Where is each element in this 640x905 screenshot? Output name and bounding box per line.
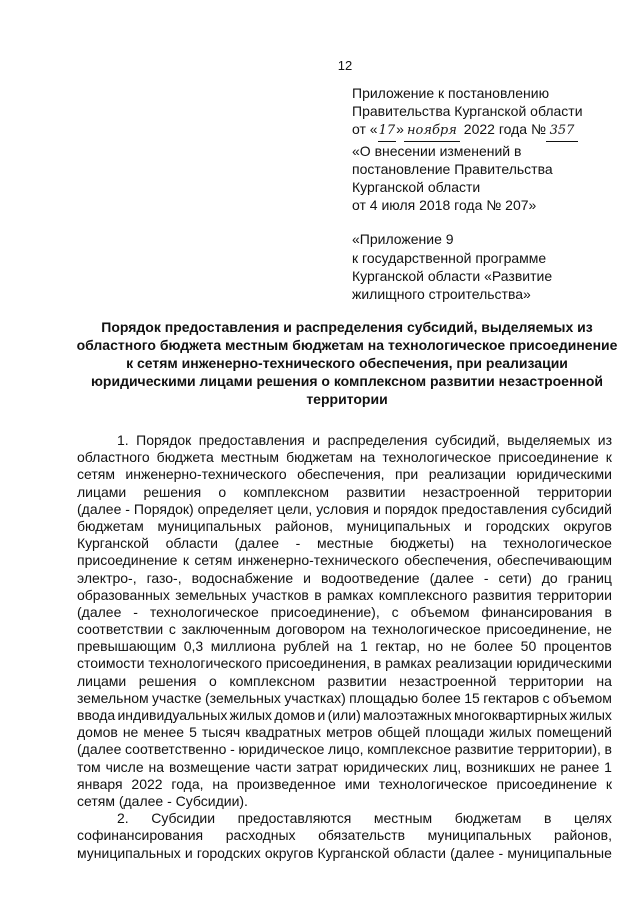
paragraph-word: выделяемых [507, 432, 591, 448]
appendix-line: «О внесении изменений в [352, 142, 522, 159]
paragraph-word: 50 [520, 638, 537, 655]
paragraph-word: территории [537, 586, 612, 603]
paragraph-word: технологическое [382, 449, 492, 466]
paragraph-line [77, 759, 612, 776]
paragraph-line [77, 570, 612, 587]
handwritten-month: ноября [404, 122, 460, 141]
paragraph-line [77, 621, 612, 638]
paragraph-word: незастроенной [422, 483, 520, 500]
paragraph-2 [77, 810, 612, 862]
paragraph-word: возникших [465, 758, 536, 775]
paragraph-word: инженерно-технического [125, 466, 287, 483]
paragraph-word: присоединение [496, 775, 598, 792]
paragraph-word: цели, [277, 500, 313, 517]
paragraph-word: земельном [77, 689, 149, 706]
paragraph-word: года, [171, 775, 204, 792]
paragraph-word: жилых [569, 707, 612, 723]
paragraph-word: местные [316, 535, 374, 552]
paragraph-word: (далее [234, 535, 280, 552]
paragraph-word: том [77, 758, 101, 775]
paragraph-word: к [182, 552, 189, 569]
paragraph-word: домов [274, 707, 316, 723]
paragraph-word: жилых [229, 707, 273, 723]
paragraph-word: с [542, 689, 550, 706]
paragraph-word: муниципальных [346, 517, 451, 534]
paragraph-word: не [539, 758, 556, 775]
paragraph-word: в [604, 741, 612, 758]
paragraph-word: развитие [454, 741, 514, 758]
paragraph-word: о [209, 672, 217, 689]
title-line: Порядок предоставления и распределения субсидий, выделяемых из [101, 319, 593, 335]
paragraph-word: комплексном [229, 672, 315, 689]
paragraph-word: в [314, 586, 322, 603]
paragraph-word: областного [77, 449, 150, 466]
paragraph-line [77, 707, 612, 724]
paragraph-word: участков [251, 586, 309, 603]
paragraph-word: муниципальных [77, 844, 181, 861]
paragraph-line [77, 638, 612, 655]
paragraph-word: на [359, 449, 376, 466]
paragraph-line [77, 518, 612, 535]
paragraph-word: тысяч [201, 724, 241, 741]
paragraph-word: условия [316, 500, 369, 517]
paragraph-word: ввода [77, 707, 116, 723]
paragraph-word: определяет [197, 500, 274, 517]
paragraph-word: числе [105, 758, 144, 775]
appendix-line: Курганской области [352, 179, 481, 196]
paragraph-word: миллиона [210, 638, 276, 655]
paragraph-word: квадратных [245, 724, 322, 741]
paragraph-line [77, 501, 612, 518]
paragraph-word: обеспечивающим [497, 552, 612, 569]
paragraph-line [77, 432, 612, 449]
paragraph-word: 2. [117, 810, 129, 827]
paragraph-word: комплексное [367, 741, 452, 758]
appendix-header [352, 84, 622, 303]
paragraph-word: процентов [543, 638, 612, 655]
paragraph-word: городских [485, 517, 550, 534]
paragraph-word: - [483, 569, 489, 586]
handwritten-number: 357 [546, 122, 578, 141]
paragraph-word: затрат [296, 758, 339, 775]
paragraph-word: (далее [77, 500, 122, 517]
paragraph-word: юридическое [238, 741, 325, 758]
paragraph-word: рамках [327, 586, 374, 603]
paragraph-word: участке [152, 689, 202, 706]
paragraph-word: индивидуальных [117, 707, 228, 723]
paragraph-word: обязательств [318, 827, 406, 844]
paragraph-line [77, 690, 612, 707]
paragraph-word: технологическое [503, 535, 612, 552]
paragraph-word: водоснабжение [191, 569, 294, 586]
paragraph-word: целях [574, 810, 612, 827]
paragraph-word: муниципальных [157, 517, 262, 534]
paragraph-word: присоединение [77, 552, 178, 569]
paragraph-word: области [393, 844, 446, 861]
paragraph-word: ими [344, 775, 370, 792]
paragraph-word: обеспечения, [297, 466, 385, 483]
appendix-line: постановление Правительства [352, 160, 553, 177]
paragraph-word: лицами [77, 672, 127, 689]
paragraph-word: лиц, [433, 758, 462, 775]
paragraph-word: территории), [517, 741, 601, 758]
paragraph-word: с [168, 621, 176, 638]
paragraph-word: присоединение, [486, 621, 591, 638]
paragraph-word: превышающим [77, 638, 177, 655]
paragraph-word: участках) [284, 689, 346, 706]
paragraph-word: на [336, 638, 353, 655]
paragraph-word: порядок [384, 500, 438, 517]
paragraph-word: юридическими [516, 466, 612, 483]
paragraph-word: реализации [435, 655, 513, 672]
paragraph-word: помещений [536, 724, 612, 741]
paragraph-word: водоотведение [320, 569, 420, 586]
paragraph-word: местным [220, 449, 280, 466]
paragraph-word: муниципальные [507, 844, 612, 861]
paragraph-word: рамках [385, 655, 432, 672]
paragraph-word: Порядок) [133, 500, 194, 517]
appendix-line: жилищного строительства» [352, 286, 531, 303]
paragraph-word: земельных [175, 586, 247, 603]
paragraph-word: на [470, 535, 487, 552]
paragraph-word: Субсидии [151, 810, 216, 827]
paragraph-word: Порядок [136, 432, 192, 448]
paragraph-word: решения [143, 483, 202, 500]
paragraph-word: менее [143, 724, 185, 741]
paragraph-word: о [218, 483, 227, 500]
paragraph-word: из [597, 432, 612, 448]
paragraph-word: расходных [225, 827, 296, 844]
paragraph-word: муниципальных [427, 827, 532, 844]
paragraph-word: объемом [410, 603, 470, 620]
paragraph-word: (далее [77, 741, 122, 758]
paragraph-word: границ [567, 569, 612, 586]
paragraph-word: объемом [552, 689, 612, 706]
paragraph-word: договором [276, 621, 346, 638]
paragraph-word: к [605, 775, 612, 792]
paragraph-word: 15 [464, 689, 480, 706]
paragraph-word: субсидий, [435, 432, 500, 448]
appendix-line: Курганской области «Развитие [352, 267, 553, 284]
paragraph-word: рублей [283, 638, 330, 655]
paragraph-line [77, 827, 612, 844]
paragraph-word: сетям [77, 466, 115, 483]
paragraph-word: в [544, 810, 552, 827]
paragraph-word: до [541, 569, 558, 586]
paragraph-word: бюджетам [286, 449, 353, 466]
paragraph-word: заключенным [181, 621, 271, 638]
paragraph-word: стоимости [77, 655, 145, 672]
paragraph-word: софинансирования [77, 827, 204, 844]
paragraph-word: 5 [189, 724, 197, 741]
paragraph-word: лицами [77, 483, 127, 500]
paragraph-word: развитии [327, 672, 387, 689]
paragraph-word: лицо, [328, 741, 364, 758]
paragraph-word: гектар, [375, 638, 420, 655]
document-title [70, 318, 624, 408]
paragraph-word: (далее [77, 603, 122, 620]
title-line: юридическими лицами решения о комплексном развитии незастроенной [90, 373, 604, 389]
paragraph-word: присоединение [498, 449, 599, 466]
title-line: территории [306, 391, 388, 407]
paragraph-word: субсидий [551, 500, 612, 517]
paragraph-word: - [230, 741, 235, 758]
paragraph-word: юридическими [516, 655, 612, 672]
paragraph-word: произведенное [236, 775, 336, 792]
paragraph-word: не [596, 621, 612, 638]
paragraph-word: гектаров [483, 689, 540, 706]
paragraph-line [77, 587, 612, 604]
paragraph-word: - [498, 844, 504, 861]
appendix-line: Приложение к постановлению [352, 85, 550, 101]
paragraph-word: финансирования [481, 603, 593, 620]
paragraph-line [77, 741, 612, 758]
appendix-line: Правительства Курганской области [352, 103, 583, 120]
paragraph-word: бюджетам [454, 810, 522, 827]
paragraph-word: на [148, 758, 165, 775]
paragraph-word: в [604, 603, 612, 620]
paragraph-word: инженерно-технического [237, 552, 399, 569]
paragraph-word: общей [377, 724, 421, 741]
paragraph-line [77, 776, 612, 793]
paragraph-word: более [473, 638, 514, 655]
paragraph-word: - [133, 603, 138, 620]
paragraph-line [77, 724, 612, 741]
paragraph-line [77, 484, 612, 501]
paragraph-word: (далее [429, 569, 474, 586]
paragraph-word: января [77, 775, 123, 792]
paragraph-word: площадью [349, 689, 419, 706]
date-prefix: от « [352, 121, 378, 138]
paragraph-word: и [303, 569, 311, 586]
paragraph-word: с [391, 603, 399, 620]
paragraph-word: сетям [194, 552, 233, 569]
paragraph-word: бюджеты) [390, 535, 455, 552]
paragraph-word: и [372, 500, 381, 517]
paragraph-word: присоединение), [270, 603, 380, 620]
paragraph-line [77, 535, 612, 552]
paragraph-word: технологическое [149, 603, 259, 620]
paragraph-word: решения [138, 672, 197, 689]
paragraph-word: Курганской [317, 844, 390, 861]
appendix-line: к государственной программе [352, 249, 547, 266]
paragraph-word: многоквартирных [453, 707, 568, 723]
paragraph-word: образованных [77, 586, 170, 603]
paragraph-word: - [125, 500, 130, 517]
paragraph-word: предоставляются [237, 810, 352, 827]
paragraph-word: 2022 [131, 775, 163, 792]
appendix-date-line [352, 120, 622, 141]
paragraph-word: не [450, 638, 467, 655]
paragraph-word: ранее [560, 758, 600, 775]
paragraph-word: предоставления [198, 432, 305, 448]
paragraph-word: технологического [148, 655, 263, 672]
paragraph-word: 1 [604, 758, 612, 775]
paragraph-word: и [464, 517, 472, 534]
paragraph-line [77, 604, 612, 621]
paragraph-word: территории [508, 672, 584, 689]
paragraph-word: и [184, 844, 193, 861]
paragraph-word: обеспечения, [404, 552, 492, 569]
paragraph-word: комплексного [378, 586, 468, 603]
paragraph-word: на [350, 621, 367, 638]
paragraph-word: на [596, 672, 612, 689]
paragraph-word: городских [196, 844, 261, 861]
paragraph-word: местным [373, 810, 433, 827]
paragraph-word: (или) [327, 707, 361, 723]
paragraph-word: соответствии [77, 621, 164, 638]
paragraph-line [77, 655, 612, 672]
paragraph-line [77, 673, 612, 690]
paragraph-line [77, 810, 612, 827]
paragraph-line [77, 845, 612, 862]
appendix-line: «Приложение 9 [352, 231, 454, 248]
paragraph-word: к [605, 449, 612, 466]
paragraph-word: округов [563, 517, 612, 534]
paragraph-word: (земельных [205, 689, 281, 706]
paragraph-word: - [295, 535, 301, 552]
page-number: 12 [337, 58, 353, 73]
paragraph-word: метров [326, 724, 373, 741]
paragraph-word: присоединения, [265, 655, 371, 672]
paragraph-word: бюджетам [77, 517, 144, 534]
paragraph-word: (далее [450, 844, 495, 861]
paragraph-word: и [312, 432, 321, 448]
title-line: областного бюджета местным бюджетам на технологическое присоединение [76, 337, 618, 353]
paragraph-word: технологическое [378, 775, 488, 792]
paragraph-line [77, 466, 612, 483]
body-text [77, 432, 612, 862]
title-line: к сетям инженерно-технического обеспечения, при реализации [126, 355, 568, 371]
paragraph-word: области [165, 535, 219, 552]
paragraph-word: газо-, [146, 569, 182, 586]
paragraph-word: сетям (далее - Субсидии). [77, 792, 248, 809]
paragraph-word: домов [77, 724, 118, 741]
paragraph-word: площади [425, 724, 485, 741]
paragraph-word: 1 [359, 638, 368, 655]
paragraph-word: территории [537, 483, 612, 500]
date-mid: » [396, 121, 404, 138]
paragraph-word: районов, [553, 827, 612, 844]
paragraph-word: развитии [346, 483, 406, 500]
paragraph-word: незастроенной [399, 672, 497, 689]
paragraph-word: в [373, 655, 382, 672]
paragraph-word: 0,3 [183, 638, 204, 655]
paragraph-word: части [255, 758, 292, 775]
paragraph-word: технологическое [371, 621, 481, 638]
paragraph-word: комплексном [243, 483, 330, 500]
paragraph-word: возмещение [168, 758, 251, 775]
paragraph-word: при [395, 466, 419, 483]
paragraph-line [77, 793, 612, 810]
paragraph-line [77, 552, 612, 569]
date-year: 2022 года № [459, 121, 546, 138]
paragraph-word: округов [264, 844, 314, 861]
paragraph-word: малоэтажных [363, 707, 452, 723]
paragraph-word: и [317, 707, 326, 723]
paragraph-word: распределения [327, 432, 428, 448]
paragraph-word: соответственно [125, 741, 227, 758]
paragraph-word: сети) [498, 569, 532, 586]
paragraph-word: Курганской [77, 535, 149, 552]
appendix-line: от 4 июля 2018 года № 207» [352, 197, 537, 214]
paragraph-1 [77, 432, 612, 810]
handwritten-day: 17 [378, 122, 397, 141]
paragraph-word: на [212, 775, 228, 792]
paragraph-word: юридических [343, 758, 429, 775]
paragraph-word: жилых [489, 724, 532, 741]
paragraph-word: более [421, 689, 461, 706]
paragraph-word: реализации [428, 466, 506, 483]
paragraph-word: электро-, [77, 569, 137, 586]
paragraph-word: развития [472, 586, 532, 603]
paragraph-word: бюджета [156, 449, 214, 466]
paragraph-word: но [427, 638, 444, 655]
paragraph-word: предоставления [441, 500, 548, 517]
paragraph-word: не [122, 724, 139, 741]
paragraph-word: районов, [274, 517, 333, 534]
paragraph-word: 1. [117, 432, 129, 448]
paragraph-line [77, 449, 612, 466]
